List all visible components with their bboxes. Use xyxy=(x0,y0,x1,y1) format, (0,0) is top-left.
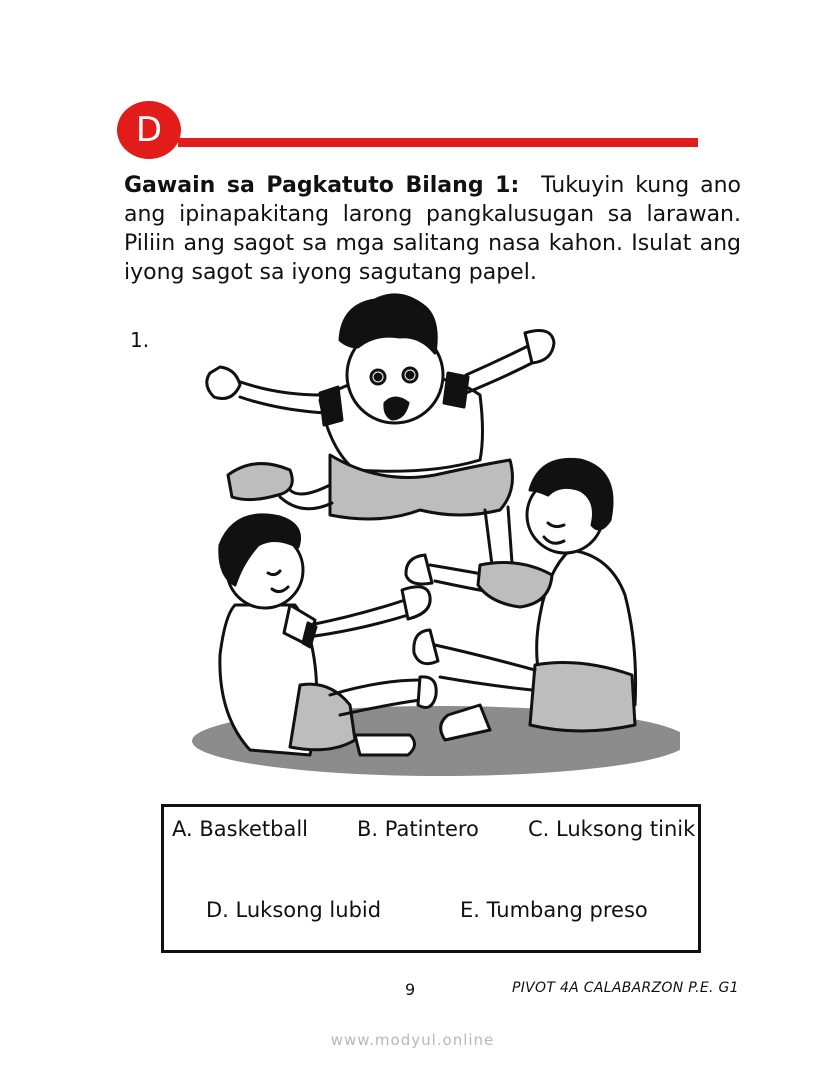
footer-reference: PIVOT 4A CALABARZON P.E. G1 xyxy=(512,980,739,996)
watermark: www.modyul.online xyxy=(330,1031,495,1049)
answer-choices-box xyxy=(161,804,701,953)
activity-instructions xyxy=(124,171,741,287)
section-letter-badge: D xyxy=(117,101,181,159)
section-divider xyxy=(178,138,698,147)
activity-title: Gawain sa Pagkatuto Bilang 1: xyxy=(124,173,520,198)
activity-directions: Tukuyin kung ano ang ipinapakitang larong pangkalusugan sa larawan. Piliin ang sagot sa mga salitang nasa kahon. Isulat ang iyong sagot sa iyong sagutang papel. xyxy=(124,173,741,285)
children-playing-illustration xyxy=(180,285,680,780)
choice-b: B. Patintero xyxy=(357,817,479,841)
choice-c: C. Luksong tinik xyxy=(528,817,696,841)
choice-e: E. Tumbang preso xyxy=(460,898,648,922)
item-number: 1. xyxy=(130,328,150,352)
choice-a: A. Basketball xyxy=(172,817,308,841)
choice-d: D. Luksong lubid xyxy=(206,898,382,922)
page-number: 9 xyxy=(405,980,416,999)
